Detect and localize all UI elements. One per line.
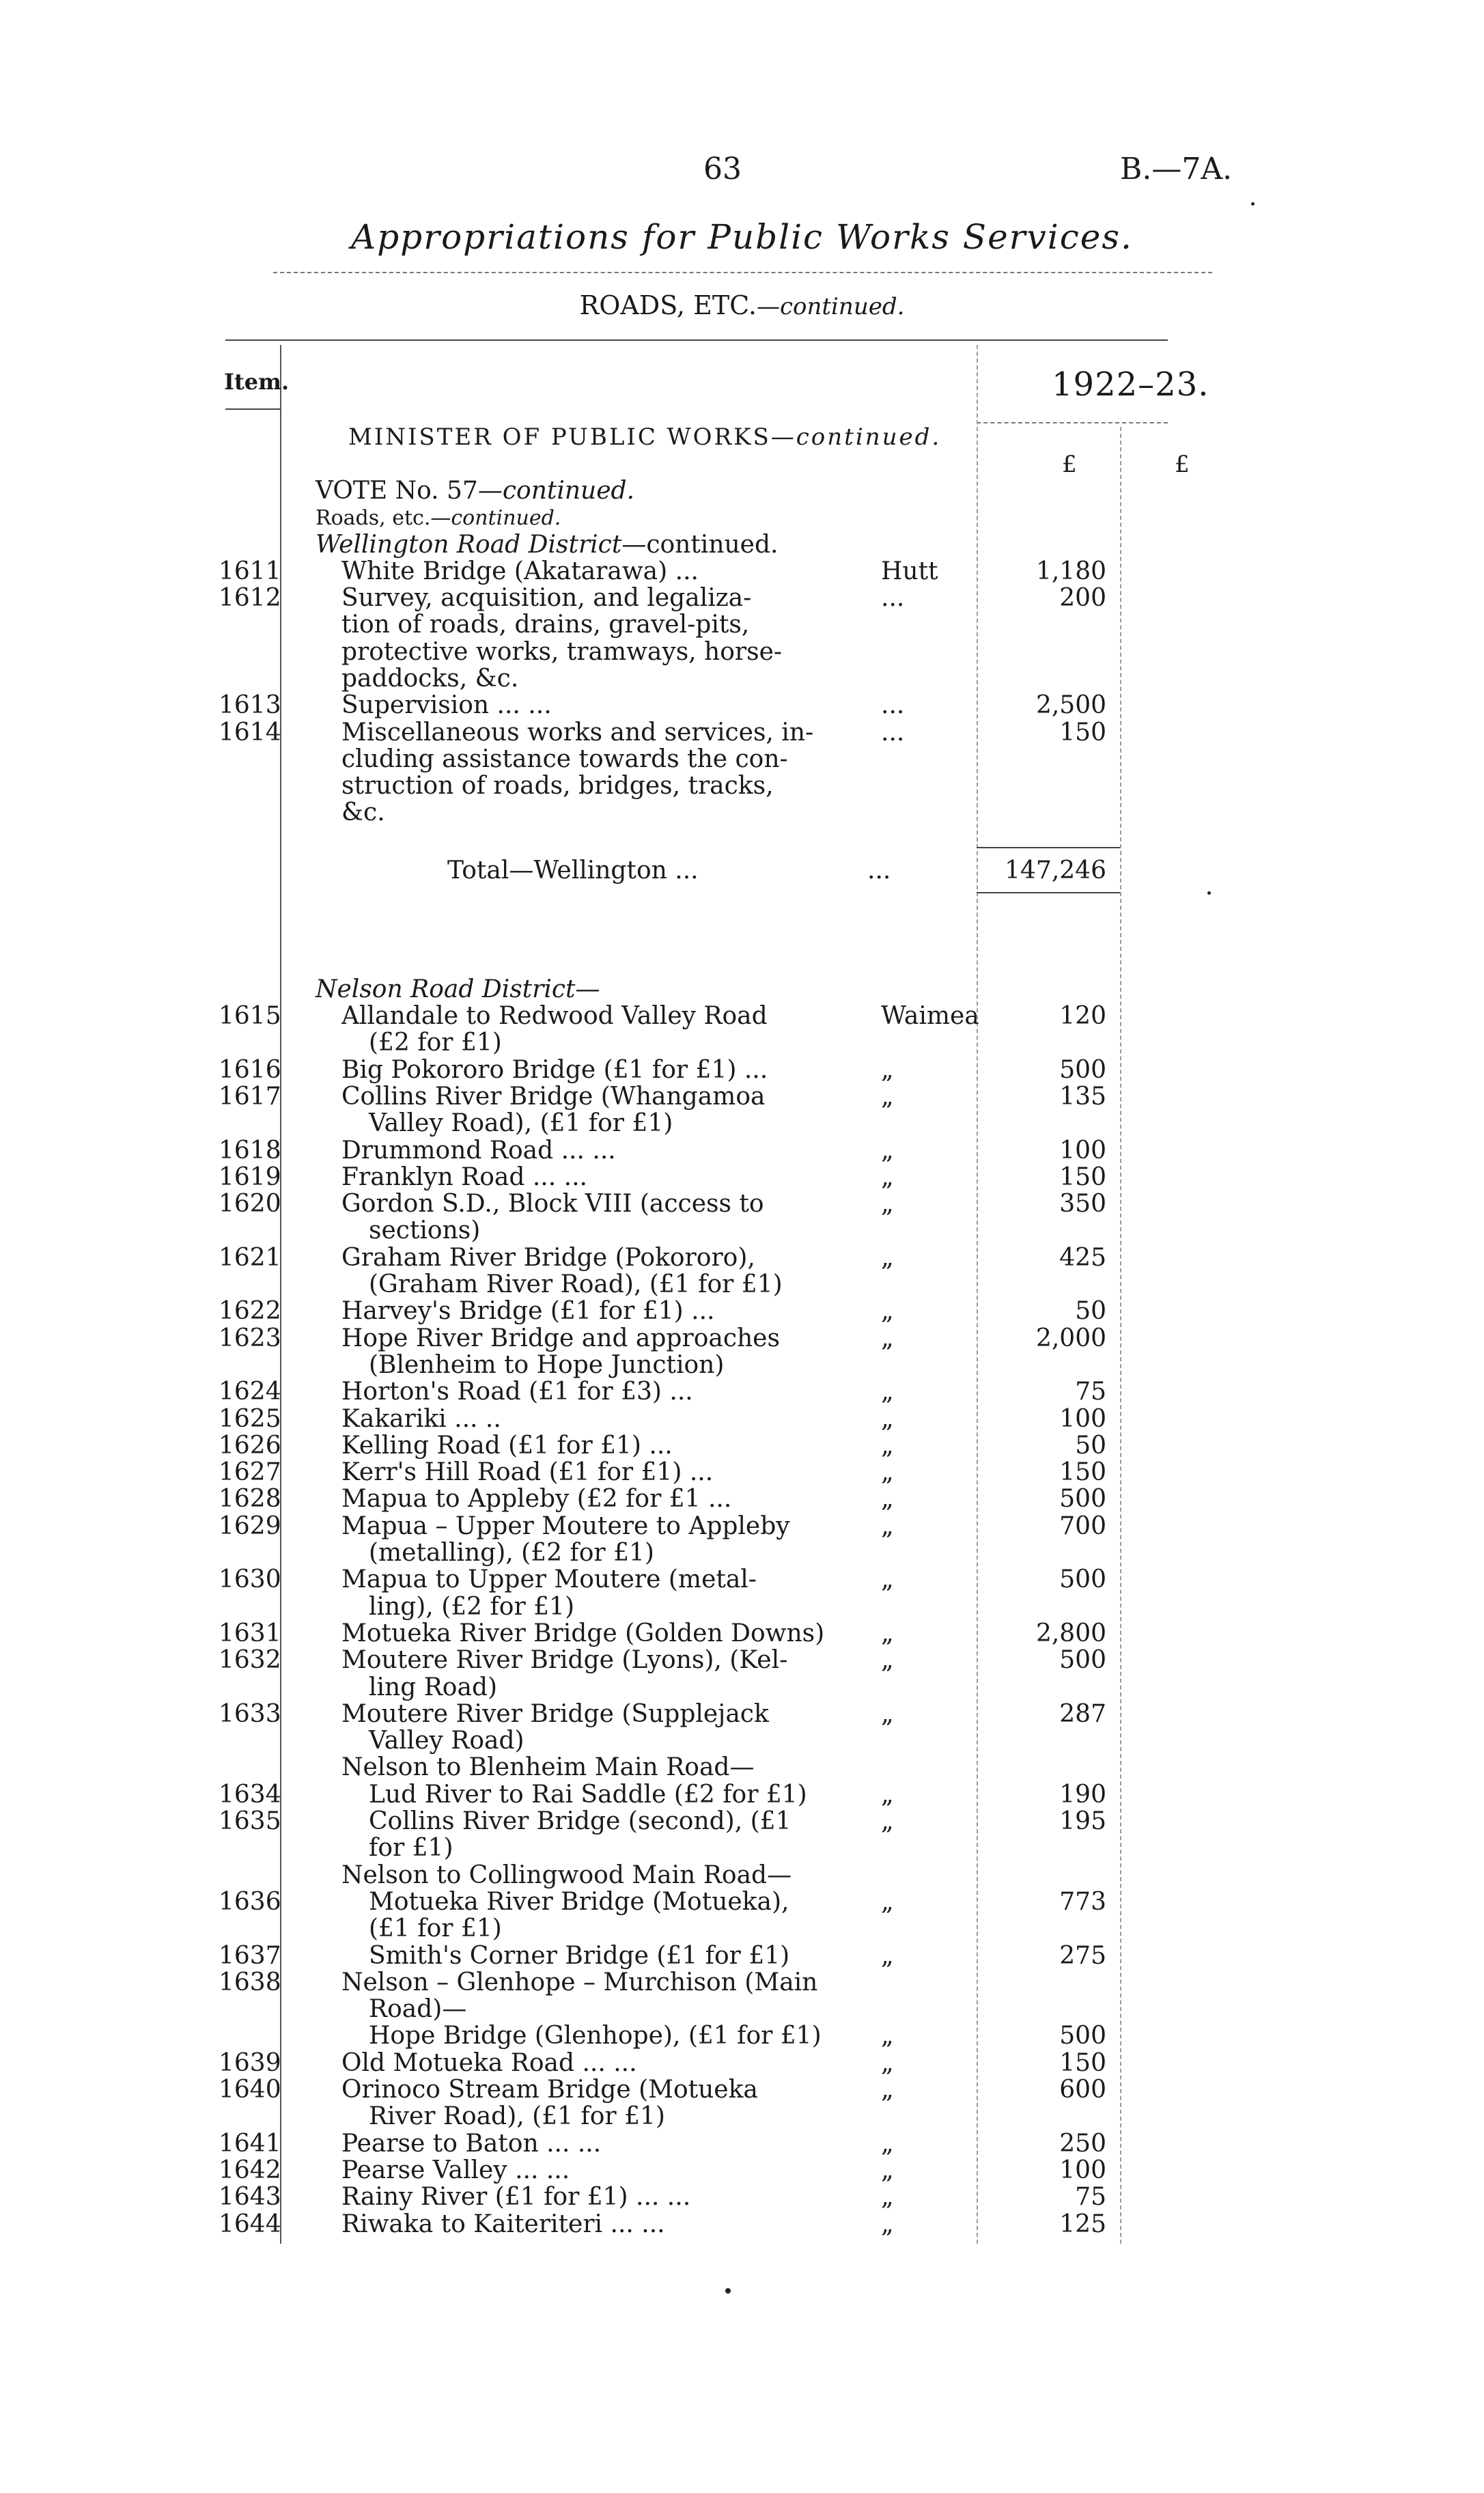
item-description: Mapua – Upper Moutere to Appleby xyxy=(341,1512,790,1540)
item-description: sections) xyxy=(369,1216,481,1245)
item-description: Valley Road) xyxy=(369,1727,524,1755)
item-description: Mapua to Upper Moutere (metal- xyxy=(341,1565,757,1594)
item-description: Motueka River Bridge (Motueka), xyxy=(369,1887,789,1916)
item-district: „ xyxy=(881,1941,894,1970)
item-number: 1627 xyxy=(219,1458,281,1487)
item-amount: 150 xyxy=(1059,1162,1106,1191)
item-description: Moutere River Bridge (Supplejack xyxy=(341,1699,769,1728)
item-number: 1636 xyxy=(219,1887,281,1916)
item-district: „ xyxy=(881,1404,894,1433)
item-district: „ xyxy=(881,1807,894,1835)
item-amount: 275 xyxy=(1059,1941,1106,1970)
item-amount: 773 xyxy=(1059,1887,1106,1916)
item-amount: 350 xyxy=(1059,1190,1106,1218)
item-number: 1624 xyxy=(219,1378,281,1406)
item-district: „ xyxy=(881,1082,894,1111)
item-district: ... xyxy=(881,718,905,747)
item-amount: 100 xyxy=(1059,2156,1106,2184)
item-district: „ xyxy=(881,1190,894,1218)
item-amount: 1,180 xyxy=(1035,557,1106,585)
item-description: Supervision ... ... xyxy=(341,691,552,720)
item-number: 1621 xyxy=(219,1243,281,1272)
nelson-district-heading: Nelson Road District— xyxy=(316,975,600,1003)
item-district: ... xyxy=(881,584,905,612)
item-amount: 2,500 xyxy=(1035,691,1106,720)
item-description: protective works, tramways, horse- xyxy=(341,637,783,666)
item-number: 1631 xyxy=(219,1619,281,1647)
item-number: 1629 xyxy=(219,1512,281,1540)
item-column-header: Item. xyxy=(224,369,290,395)
item-description: Riwaka to Kaiteriteri ... ... xyxy=(341,2210,665,2238)
item-description: Big Pokororo Bridge (£1 for £1) ... xyxy=(341,1055,768,1084)
item-description: Pearse Valley ... ... xyxy=(341,2156,570,2184)
item-description: Drummond Road ... ... xyxy=(341,1136,616,1165)
item-district: „ xyxy=(881,1055,894,1084)
item-description: White Bridge (Akatarawa) ... xyxy=(341,557,699,585)
item-amount: 195 xyxy=(1059,1807,1106,1835)
total-bottom-rule xyxy=(977,892,1120,893)
item-description: Valley Road), (£1 for £1) xyxy=(369,1109,673,1138)
total-top-rule xyxy=(977,847,1120,848)
item-amount: 200 xyxy=(1059,584,1106,612)
item-description: Gordon S.D., Block VIII (access to xyxy=(341,1190,764,1218)
item-district: „ xyxy=(881,1512,894,1540)
item-description: Smith's Corner Bridge (£1 for £1) xyxy=(369,1941,790,1970)
glenhope-heading: Nelson – Glenhope – Murchison (Main xyxy=(341,1968,818,1996)
item-amount: 2,800 xyxy=(1035,1619,1106,1647)
item-district: „ xyxy=(881,2183,894,2212)
item-description: ling Road) xyxy=(369,1673,498,1701)
item-description: (metalling), (£2 for £1) xyxy=(369,1539,654,1567)
item-description: cluding assistance towards the con- xyxy=(341,744,788,773)
item-description: &c. xyxy=(341,798,385,827)
item-number: 1634 xyxy=(219,1780,281,1809)
item-number: 1639 xyxy=(219,2048,281,2077)
item-amount: 75 xyxy=(1075,1378,1106,1406)
item-description: Moutere River Bridge (Lyons), (Kel- xyxy=(341,1646,788,1675)
item-number: 1642 xyxy=(219,2156,281,2184)
table-top-rule xyxy=(225,339,1168,341)
item-number: 1637 xyxy=(219,1941,281,1970)
item-district: „ xyxy=(881,1297,894,1326)
item-number: 1632 xyxy=(219,1646,281,1675)
item-district: „ xyxy=(881,1136,894,1165)
item-district: Hutt xyxy=(881,557,938,585)
item-description: paddocks, &c. xyxy=(341,664,519,693)
item-amount: 287 xyxy=(1059,1699,1106,1728)
item-description: Hope River Bridge and approaches xyxy=(341,1324,780,1352)
item-number: 1622 xyxy=(219,1297,281,1326)
wellington-total-amount: 147,246 xyxy=(1005,856,1106,885)
margin-dot-2 xyxy=(1207,891,1211,895)
item-amount: 500 xyxy=(1059,1565,1106,1594)
item-description: Survey, acquisition, and legaliza- xyxy=(341,584,752,612)
item-description: Orinoco Stream Bridge (Motueka xyxy=(341,2076,758,2104)
item-amount: 425 xyxy=(1059,1243,1106,1272)
item-description: Horton's Road (£1 for £3) ... xyxy=(341,1378,693,1406)
item-number: 1620 xyxy=(219,1190,281,1218)
item-description: for £1) xyxy=(369,1834,453,1863)
item-number: 1633 xyxy=(219,1699,281,1728)
item-number: 1635 xyxy=(219,1807,281,1835)
item-number: 1619 xyxy=(219,1162,281,1191)
item-number: 1612 xyxy=(219,584,281,612)
item-description: tion of roads, drains, gravel-pits, xyxy=(341,611,750,639)
currency-header-1: £ xyxy=(1062,451,1077,478)
item-description: Hope Bridge (Glenhope), (£1 for £1) xyxy=(369,2022,822,2050)
vote-heading: VOTE No. 57—continued. xyxy=(316,477,635,505)
glenhope-heading: Road)— xyxy=(369,1995,467,2024)
item-amount: 125 xyxy=(1059,2210,1106,2238)
item-description: Miscellaneous works and services, in- xyxy=(341,718,814,747)
item-description: ling), (£2 for £1) xyxy=(369,1592,574,1621)
item-description: Pearse to Baton ... ... xyxy=(341,2129,602,2158)
item-district: „ xyxy=(881,1646,894,1675)
document-reference: B.—7A. xyxy=(1120,152,1233,186)
page-dot xyxy=(725,2288,731,2294)
item-description: (Graham River Road), (£1 for £1) xyxy=(369,1270,783,1298)
item-district: „ xyxy=(881,1619,894,1647)
item-district: „ xyxy=(881,2156,894,2184)
year-header-rule xyxy=(977,422,1168,423)
item-description: Graham River Bridge (Pokororo), xyxy=(341,1243,755,1272)
item-district: „ xyxy=(881,1565,894,1594)
item-number: 1641 xyxy=(219,2129,281,2158)
item-amount: 500 xyxy=(1059,1485,1106,1514)
item-district: „ xyxy=(881,1324,894,1352)
item-district: „ xyxy=(881,1485,894,1514)
item-amount: 120 xyxy=(1059,1002,1106,1030)
wellington-total-label: Total—Wellington ... xyxy=(447,856,699,885)
item-number: 1630 xyxy=(219,1565,281,1594)
item-description: struction of roads, bridges, tracks, xyxy=(341,772,774,800)
item-district: ... xyxy=(881,691,905,720)
item-amount: 50 xyxy=(1075,1297,1106,1326)
item-description: Old Motueka Road ... ... xyxy=(341,2048,637,2077)
item-number: 1643 xyxy=(219,2183,281,2212)
item-district: „ xyxy=(881,2022,894,2050)
item-description: Kelling Road (£1 for £1) ... xyxy=(341,1431,673,1460)
item-description: Kerr's Hill Road (£1 for £1) ... xyxy=(341,1458,714,1487)
item-number: 1616 xyxy=(219,1055,281,1084)
item-amount: 50 xyxy=(1075,1431,1106,1460)
item-number: 1614 xyxy=(219,718,281,747)
item-number: 1617 xyxy=(219,1082,281,1111)
roads-subheading: Roads, etc.—continued. xyxy=(316,506,561,530)
item-amount: 150 xyxy=(1059,1458,1106,1487)
item-amount: 100 xyxy=(1059,1136,1106,1165)
item-amount: 135 xyxy=(1059,1082,1106,1111)
section-heading: ROADS, ETC.—continued. xyxy=(579,290,905,320)
item-description: (£1 for £1) xyxy=(369,1914,502,1943)
year-column-header: 1922–23. xyxy=(1052,365,1209,404)
item-district: „ xyxy=(881,1699,894,1728)
margin-dot-1 xyxy=(1251,202,1255,206)
item-number: 1611 xyxy=(219,557,281,585)
item-description: (£2 for £1) xyxy=(369,1029,502,1057)
item-district: „ xyxy=(881,1162,894,1191)
item-amount: 2,000 xyxy=(1035,1324,1106,1352)
item-description: (Blenheim to Hope Junction) xyxy=(369,1350,725,1379)
item-number: 1623 xyxy=(219,1324,281,1352)
item-district: „ xyxy=(881,2210,894,2238)
item-district: „ xyxy=(881,2048,894,2077)
item-amount: 600 xyxy=(1059,2076,1106,2104)
amount-right-rule xyxy=(1120,427,1121,2244)
page-number: 63 xyxy=(703,152,742,186)
item-amount: 500 xyxy=(1059,2022,1106,2050)
item-district: „ xyxy=(881,2076,894,2104)
item-district: „ xyxy=(881,1378,894,1406)
title-rule xyxy=(273,272,1212,273)
item-amount: 190 xyxy=(1059,1780,1106,1809)
item-amount: 250 xyxy=(1059,2129,1106,2158)
item-description: Collins River Bridge (second), (£1 xyxy=(369,1807,792,1835)
item-description: Lud River to Rai Saddle (£2 for £1) xyxy=(369,1780,807,1809)
item-number: 1615 xyxy=(219,1002,281,1030)
item-description: Collins River Bridge (Whangamoa xyxy=(341,1082,766,1111)
item-amount: 75 xyxy=(1075,2183,1106,2212)
item-district: „ xyxy=(881,1458,894,1487)
page-title: Appropriations for Public Works Services. xyxy=(351,217,1133,257)
item-number: 1640 xyxy=(219,2076,281,2104)
item-description: Allandale to Redwood Valley Road xyxy=(341,1002,768,1030)
item-district: Waimea xyxy=(881,1002,979,1030)
item-amount: 700 xyxy=(1059,1512,1106,1540)
item-district: „ xyxy=(881,1780,894,1809)
item-number: 1628 xyxy=(219,1485,281,1514)
currency-header-2: £ xyxy=(1175,451,1190,478)
item-description: Mapua to Appleby (£2 for £1 ... xyxy=(341,1485,732,1514)
item-description: River Road), (£1 for £1) xyxy=(369,2102,665,2131)
item-amount: 150 xyxy=(1059,2048,1106,2077)
item-description: Franklyn Road ... ... xyxy=(341,1162,587,1191)
wellington-total-dots: ... xyxy=(867,856,891,885)
item-number: 1625 xyxy=(219,1404,281,1433)
item-district: „ xyxy=(881,1243,894,1272)
item-district: „ xyxy=(881,1431,894,1460)
item-number: 1644 xyxy=(219,2210,281,2238)
item-number: 1638 xyxy=(219,1968,281,1996)
minister-heading: MINISTER OF PUBLIC WORKS—continued. xyxy=(348,423,942,451)
item-header-rule xyxy=(225,408,280,410)
item-amount: 150 xyxy=(1059,718,1106,747)
item-district: „ xyxy=(881,1887,894,1916)
nelson-blenheim-heading: Nelson to Blenheim Main Road— xyxy=(341,1753,755,1782)
item-amount: 100 xyxy=(1059,1404,1106,1433)
item-description: Rainy River (£1 for £1) ... ... xyxy=(341,2183,691,2212)
item-number: 1618 xyxy=(219,1136,281,1165)
item-district: „ xyxy=(881,2129,894,2158)
item-number: 1626 xyxy=(219,1431,281,1460)
item-description: Motueka River Bridge (Golden Downs) xyxy=(341,1619,825,1647)
item-description: Harvey's Bridge (£1 for £1) ... xyxy=(341,1297,715,1326)
item-number: 1613 xyxy=(219,691,281,720)
item-amount: 500 xyxy=(1059,1055,1106,1084)
wellington-district-heading: Wellington Road District—continued. xyxy=(316,531,779,559)
item-amount: 500 xyxy=(1059,1646,1106,1675)
nelson-collingwood-heading: Nelson to Collingwood Main Road— xyxy=(341,1861,792,1889)
item-description: Kakariki ... .. xyxy=(341,1404,501,1433)
